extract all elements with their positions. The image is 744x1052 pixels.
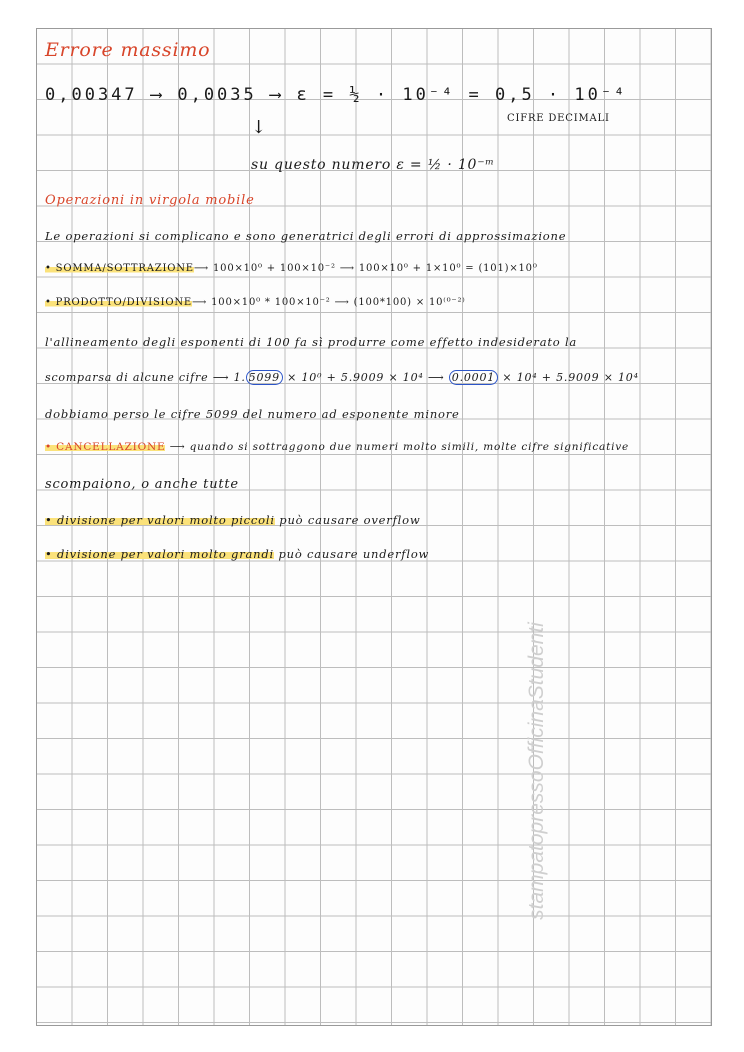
circled-aligned-value: 0.0001 [449,370,498,385]
bullet-divisione-piccoli [45,513,421,527]
notebook-page [36,28,712,1026]
general-error-line: su questo numero ε = ½ · 10⁻ᵐ [251,157,495,173]
divisione-piccoli-text: può causare overflow [274,513,421,527]
heading-operazioni-virgola-mobile: Operazioni in virgola mobile [45,193,255,208]
scompaiono-line: scompaiono, o anche tutte [45,477,239,492]
prodotto-example: ⟶ 100×10⁰ * 100×10⁻² ⟶ (100*100) × 10⁽⁰⁻²⁾ [192,297,466,308]
divisione-piccoli-label: • divisione per valori molto piccoli [45,513,275,527]
watermark-text: stampatopressoOfficinaStudenti [525,622,548,920]
heading-errore-massimo: Errore massimo [45,39,211,61]
somma-example: ⟶ 100×10⁰ + 100×10⁻² ⟶ 100×10⁰ + 1×10⁰ = (101)×10⁰ [193,263,538,274]
scomparsa-part-c: × 10⁰ + 5.9009 × 10⁴ ⟶ [282,371,449,384]
note-cifre-decimali: CIFRE DECIMALI [507,113,610,124]
prodotto-label: • PRODOTTO/DIVISIONE [45,297,193,308]
scomparsa-part-e: × 10⁴ + 5.9009 × 10⁴ [498,371,639,384]
scomparsa-line [45,371,639,384]
circled-lost-digits: 5099 [246,370,283,385]
somma-label: • SOMMA/SOTTRAZIONE [45,263,194,274]
cifre-perse-line: dobbiamo perso le cifre 5099 del numero ad esponente minore [45,407,460,421]
intro-line: Le operazioni si complicano e sono generatrici degli errori di approssimazione [45,229,567,243]
down-arrow-icon: ↓ [251,117,267,138]
example-rounding-line: 0,00347 ⟶ 0,0035 ⟶ ε = ½ · 10⁻⁴ = 0,5 · 10⁻⁴ [45,85,628,105]
divisione-grandi-text: può causare underflow [274,547,430,561]
divisione-grandi-label: • divisione per valori molto grandi [45,547,274,561]
bullet-somma-sottrazione [45,263,538,274]
allineamento-line: l'allineamento degli esponenti di 100 fa sì produrre come effetto indesiderato la [45,335,578,349]
scomparsa-part-a: scomparsa di alcune cifre ⟶ 1. [45,371,246,384]
bullet-prodotto-divisione [45,297,466,308]
cancellazione-label: • CANCELLAZIONE [45,441,166,453]
bullet-divisione-grandi [45,547,429,561]
cancellazione-text: ⟶ quando si sottraggono due numeri molto simili, molte cifre significative [165,441,629,453]
bullet-cancellazione [45,441,629,453]
